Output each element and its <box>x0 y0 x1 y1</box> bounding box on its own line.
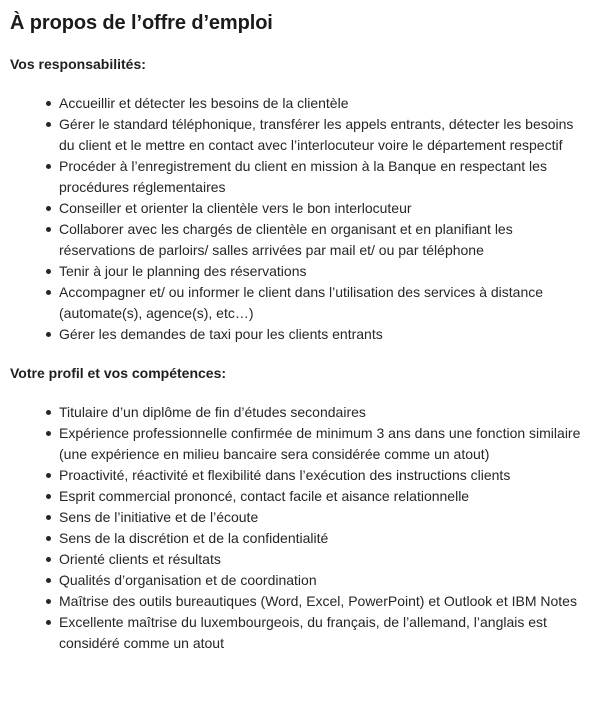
list-item: Gérer le standard téléphonique, transférer les appels entrants, détecter les besoins du client et le mettre en contact avec l’interlocuteur voire le département respectif <box>10 114 587 156</box>
list-item: Expérience professionnelle confirmée de minimum 3 ans dans une fonction similaire (une expérience en milieu bancaire sera considérée comme un atout) <box>10 423 587 465</box>
list-item: Sens de l’initiative et de l’écoute <box>10 507 587 528</box>
list-item: Esprit commercial prononcé, contact facile et aisance relationnelle <box>10 486 587 507</box>
list-item: Tenir à jour le planning des réservations <box>10 261 587 282</box>
list-item: Proactivité, réactivité et flexibilité dans l’exécution des instructions clients <box>10 465 587 486</box>
list-item: Orienté clients et résultats <box>10 549 587 570</box>
list-item: Gérer les demandes de taxi pour les clients entrants <box>10 324 587 345</box>
page-title: À propos de l’offre d’emploi <box>10 12 273 34</box>
section-heading-responsibilities: Vos responsabilités: <box>10 56 146 72</box>
list-item: Qualités d’organisation et de coordination <box>10 570 587 591</box>
list-item: Conseiller et orienter la clientèle vers le bon interlocuteur <box>10 198 587 219</box>
list-item: Sens de la discrétion et de la confidentialité <box>10 528 587 549</box>
list-item: Collaborer avec les chargés de clientèle en organisant et en planifiant les réservations de parloirs/ salles arrivées par mail et/ ou par téléphone <box>10 219 587 261</box>
list-item: Accueillir et détecter les besoins de la clientèle <box>10 93 587 114</box>
list-item: Accompagner et/ ou informer le client dans l’utilisation des services à distance (automate(s), agence(s), etc…) <box>10 282 587 324</box>
list-item: Excellente maîtrise du luxembourgeois, du français, de l’allemand, l’anglais est considéré comme un atout <box>10 612 587 654</box>
list-item: Titulaire d’un diplôme de fin d’études secondaires <box>10 402 587 423</box>
profile-list <box>10 402 587 654</box>
responsibilities-list <box>10 93 587 345</box>
section-heading-profile: Votre profil et vos compétences: <box>10 365 227 381</box>
list-item: Maîtrise des outils bureautiques (Word, Excel, PowerPoint) et Outlook et IBM Notes <box>10 591 587 612</box>
list-item: Procéder à l’enregistrement du client en mission à la Banque en respectant les procédures réglementaires <box>10 156 587 198</box>
